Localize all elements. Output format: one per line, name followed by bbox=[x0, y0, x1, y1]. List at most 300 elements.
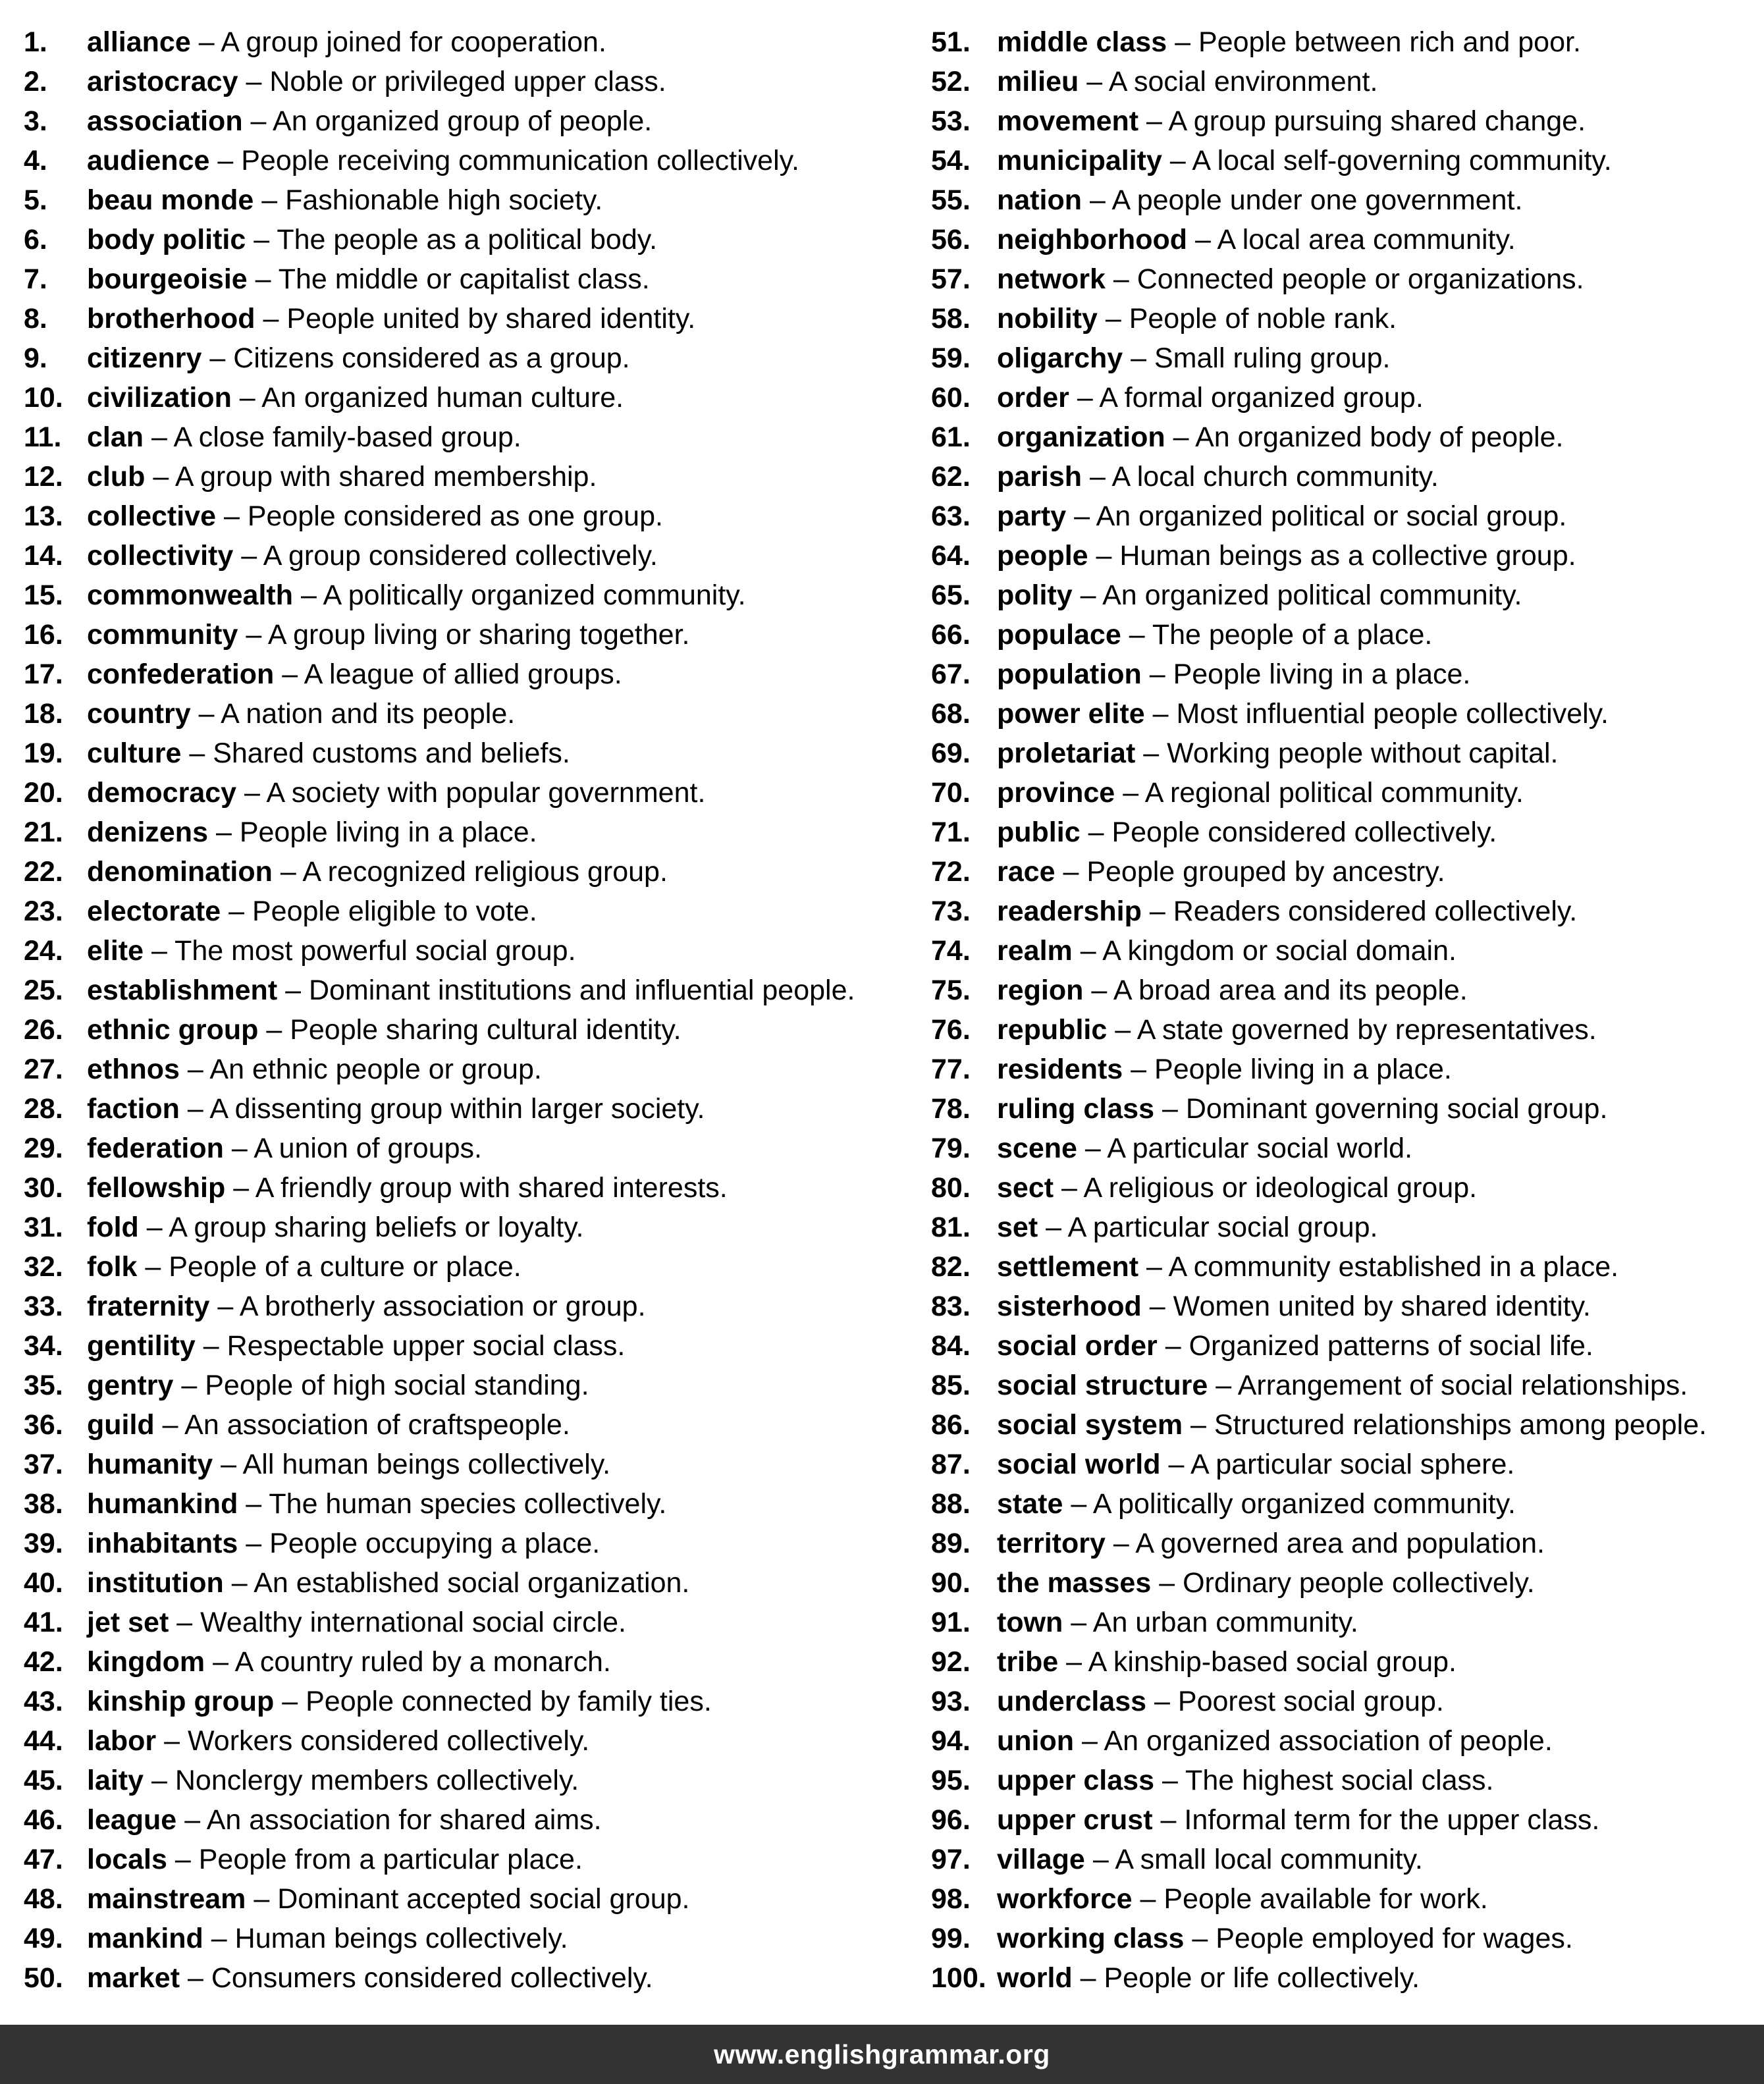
entry-term: elite bbox=[87, 935, 144, 967]
list-item bbox=[931, 1010, 1754, 1050]
entry-definition: A kingdom or social domain. bbox=[1102, 935, 1457, 967]
entry-term: network bbox=[997, 263, 1106, 295]
entry-number: 53. bbox=[931, 105, 971, 137]
entry-number: 86. bbox=[931, 1409, 971, 1441]
entry-number: 45. bbox=[24, 1765, 63, 1796]
entry-definition: People living in a place. bbox=[1173, 658, 1471, 690]
entry-number: 49. bbox=[24, 1923, 63, 1954]
list-item bbox=[24, 1326, 906, 1366]
entry-number: 46. bbox=[24, 1804, 63, 1836]
list-item bbox=[24, 971, 906, 1010]
entry-definition: People living in a place. bbox=[239, 816, 537, 848]
list-item bbox=[931, 1287, 1754, 1326]
entry-separator: – bbox=[266, 1014, 282, 1046]
entry-number: 38. bbox=[24, 1488, 63, 1520]
entry-definition: An urban community. bbox=[1092, 1607, 1358, 1638]
entry-number: 69. bbox=[931, 737, 971, 769]
entry-term: neighborhood bbox=[997, 224, 1187, 255]
entry-separator: – bbox=[1160, 1804, 1177, 1836]
entry-number: 83. bbox=[931, 1291, 971, 1322]
entry-definition: A group sharing beliefs or loyalty. bbox=[169, 1212, 584, 1243]
list-item bbox=[931, 1524, 1754, 1563]
entry-definition: Arrangement of social relationships. bbox=[1237, 1370, 1688, 1401]
entry-separator: – bbox=[146, 1212, 163, 1243]
entry-separator: – bbox=[203, 1330, 219, 1362]
entry-term: ruling class bbox=[997, 1093, 1154, 1125]
entry-number: 48. bbox=[24, 1883, 63, 1915]
list-item bbox=[931, 1089, 1754, 1129]
entry-number: 41. bbox=[24, 1607, 63, 1638]
entry-number: 9. bbox=[24, 342, 47, 374]
entry-term: mankind bbox=[87, 1923, 203, 1954]
list-item bbox=[24, 1287, 906, 1326]
list-item bbox=[24, 1050, 906, 1089]
entry-definition: An association for shared aims. bbox=[206, 1804, 602, 1836]
list-item bbox=[931, 457, 1754, 496]
entry-term: federation bbox=[87, 1133, 224, 1164]
entry-definition: A nation and its people. bbox=[221, 698, 516, 730]
list-item bbox=[24, 1840, 906, 1879]
entry-number: 15. bbox=[24, 579, 63, 611]
entry-term: denomination bbox=[87, 856, 273, 888]
entry-number: 7. bbox=[24, 263, 47, 295]
entry-definition: A local area community. bbox=[1217, 224, 1516, 255]
entry-number: 98. bbox=[931, 1883, 971, 1915]
list-item bbox=[24, 655, 906, 694]
list-item bbox=[24, 378, 906, 417]
entry-term: union bbox=[997, 1725, 1075, 1757]
entry-definition: The people as a political body. bbox=[277, 224, 658, 255]
entry-definition: A state governed by representatives. bbox=[1136, 1014, 1597, 1046]
entry-number: 60. bbox=[931, 382, 971, 414]
entry-definition: People living in a place. bbox=[1154, 1054, 1452, 1085]
entry-term: municipality bbox=[997, 145, 1162, 176]
entry-definition: A group pursuing shared change. bbox=[1168, 105, 1586, 137]
entry-definition: Respectable upper social class. bbox=[227, 1330, 626, 1362]
entry-number: 16. bbox=[24, 619, 63, 651]
entry-number: 6. bbox=[24, 224, 47, 255]
list-item bbox=[931, 378, 1754, 417]
entry-definition: A close family-based group. bbox=[173, 421, 521, 453]
entry-separator: – bbox=[1089, 184, 1106, 216]
entry-term: locals bbox=[87, 1844, 167, 1875]
entry-number: 56. bbox=[931, 224, 971, 255]
entry-definition: Ordinary people collectively. bbox=[1183, 1567, 1535, 1599]
entry-separator: – bbox=[1123, 777, 1139, 809]
entry-number: 51. bbox=[931, 26, 971, 58]
entry-number: 20. bbox=[24, 777, 63, 809]
entry-term: ethnic group bbox=[87, 1014, 259, 1046]
entry-separator: – bbox=[162, 1409, 178, 1441]
entry-definition: An organized group of people. bbox=[273, 105, 653, 137]
entry-definition: People grouped by ancestry. bbox=[1086, 856, 1445, 888]
entry-separator: – bbox=[250, 105, 267, 137]
list-item bbox=[931, 338, 1754, 378]
entry-definition: Noble or privileged upper class. bbox=[269, 66, 666, 97]
list-item bbox=[24, 1761, 906, 1800]
entry-term: public bbox=[997, 816, 1081, 848]
entry-separator: – bbox=[1162, 1093, 1178, 1125]
entry-term: social system bbox=[997, 1409, 1183, 1441]
entry-definition: Dominant institutions and influential people. bbox=[308, 975, 855, 1006]
entry-definition: Most influential people collectively. bbox=[1176, 698, 1609, 730]
entry-number: 75. bbox=[931, 975, 971, 1006]
entry-term: civilization bbox=[87, 382, 232, 414]
entry-term: scene bbox=[997, 1133, 1077, 1164]
entry-definition: A social environment. bbox=[1108, 66, 1378, 97]
list-item bbox=[931, 141, 1754, 180]
entry-number: 63. bbox=[931, 500, 971, 532]
entry-separator: – bbox=[187, 1962, 203, 1994]
entry-separator: – bbox=[233, 1172, 250, 1204]
entry-separator: – bbox=[1088, 816, 1104, 848]
list-item bbox=[931, 1721, 1754, 1761]
list-item bbox=[24, 892, 906, 931]
entry-definition: A particular social world. bbox=[1107, 1133, 1413, 1164]
entry-number: 72. bbox=[931, 856, 971, 888]
entry-term: parish bbox=[997, 461, 1082, 493]
entry-term: people bbox=[997, 540, 1088, 572]
entry-separator: – bbox=[1046, 1212, 1062, 1243]
list-item bbox=[24, 536, 906, 575]
entry-separator: – bbox=[1061, 1172, 1077, 1204]
entry-definition: Connected people or organizations. bbox=[1136, 263, 1584, 295]
entry-number: 68. bbox=[931, 698, 971, 730]
list-item bbox=[931, 1484, 1754, 1524]
entry-number: 59. bbox=[931, 342, 971, 374]
entry-separator: – bbox=[174, 1844, 191, 1875]
entry-separator: – bbox=[261, 184, 278, 216]
entry-term: organization bbox=[997, 421, 1165, 453]
list-item bbox=[24, 22, 906, 62]
entry-term: alliance bbox=[87, 26, 191, 58]
entry-separator: – bbox=[1152, 698, 1169, 730]
entry-term: region bbox=[997, 975, 1084, 1006]
entry-definition: The middle or capitalist class. bbox=[278, 263, 650, 295]
entry-separator: – bbox=[1091, 975, 1108, 1006]
entry-definition: A group joined for cooperation. bbox=[221, 26, 606, 58]
entry-term: labor bbox=[87, 1725, 157, 1757]
list-item bbox=[931, 1603, 1754, 1642]
entry-term: movement bbox=[997, 105, 1139, 137]
entry-term: the masses bbox=[997, 1567, 1152, 1599]
entry-definition: The human species collectively. bbox=[269, 1488, 667, 1520]
entry-number: 50. bbox=[24, 1962, 63, 1994]
list-item bbox=[931, 1642, 1754, 1682]
list-item bbox=[24, 101, 906, 141]
list-item bbox=[931, 1919, 1754, 1958]
entry-separator: – bbox=[1071, 1488, 1087, 1520]
entry-separator: – bbox=[213, 1646, 229, 1678]
list-item bbox=[24, 1129, 906, 1168]
entry-term: fraternity bbox=[87, 1291, 210, 1322]
entry-separator: – bbox=[282, 658, 298, 690]
list-item bbox=[931, 536, 1754, 575]
list-item bbox=[931, 1879, 1754, 1919]
entry-number: 71. bbox=[931, 816, 971, 848]
entry-definition: People united by shared identity. bbox=[286, 303, 696, 334]
entry-term: nation bbox=[997, 184, 1082, 216]
entry-term: realm bbox=[997, 935, 1073, 967]
entry-number: 64. bbox=[931, 540, 971, 572]
list-item bbox=[24, 1168, 906, 1208]
entry-separator: – bbox=[1080, 579, 1096, 611]
entry-definition: Consumers considered collectively. bbox=[211, 1962, 653, 1994]
entry-term: brotherhood bbox=[87, 303, 255, 334]
entry-term: sect bbox=[997, 1172, 1054, 1204]
entry-number: 90. bbox=[931, 1567, 971, 1599]
entry-term: electorate bbox=[87, 895, 221, 927]
entry-separator: – bbox=[187, 1054, 203, 1085]
entry-separator: – bbox=[153, 461, 169, 493]
entry-definition: People eligible to vote. bbox=[252, 895, 537, 927]
entry-number: 100. bbox=[931, 1962, 986, 1994]
entry-separator: – bbox=[1071, 1607, 1087, 1638]
entry-separator: – bbox=[280, 856, 296, 888]
entry-number: 31. bbox=[24, 1212, 63, 1243]
entry-definition: A country ruled by a monarch. bbox=[234, 1646, 611, 1678]
entry-definition: People considered collectively. bbox=[1111, 816, 1497, 848]
entry-number: 66. bbox=[931, 619, 971, 651]
list-item bbox=[24, 180, 906, 220]
list-item bbox=[24, 1445, 906, 1484]
entry-separator: – bbox=[246, 1528, 262, 1559]
entry-definition: The most powerful social group. bbox=[174, 935, 576, 967]
entry-definition: People receiving communication collectively. bbox=[241, 145, 799, 176]
entry-definition: A politically organized community. bbox=[323, 579, 746, 611]
entry-number: 40. bbox=[24, 1567, 63, 1599]
entry-definition: People between rich and poor. bbox=[1198, 26, 1581, 58]
entry-term: gentry bbox=[87, 1370, 174, 1401]
entry-definition: A brotherly association or group. bbox=[239, 1291, 646, 1322]
entry-number: 87. bbox=[931, 1449, 971, 1480]
list-item bbox=[931, 813, 1754, 852]
entry-definition: An ethnic people or group. bbox=[209, 1054, 542, 1085]
entry-definition: A group living or sharing together. bbox=[267, 619, 690, 651]
list-item bbox=[931, 1800, 1754, 1840]
entry-definition: Citizens considered as a group. bbox=[233, 342, 630, 374]
list-item bbox=[24, 1366, 906, 1405]
entry-definition: Structured relationships among people. bbox=[1214, 1409, 1707, 1441]
entry-number: 84. bbox=[931, 1330, 971, 1362]
entry-number: 35. bbox=[24, 1370, 63, 1401]
entry-number: 17. bbox=[24, 658, 63, 690]
entry-definition: A particular social sphere. bbox=[1190, 1449, 1515, 1480]
entry-number: 8. bbox=[24, 303, 47, 334]
entry-definition: People sharing cultural identity. bbox=[290, 1014, 682, 1046]
entry-separator: – bbox=[1146, 105, 1162, 137]
entry-definition: Human beings as a collective group. bbox=[1119, 540, 1576, 572]
entry-term: collective bbox=[87, 500, 216, 532]
entry-number: 96. bbox=[931, 1804, 971, 1836]
entry-number: 80. bbox=[931, 1172, 971, 1204]
entry-separator: – bbox=[221, 1449, 237, 1480]
entry-number: 26. bbox=[24, 1014, 63, 1046]
entry-number: 11. bbox=[24, 421, 62, 453]
entry-definition: Dominant accepted social group. bbox=[277, 1883, 690, 1915]
word-list-left-column bbox=[24, 22, 906, 1998]
list-item bbox=[931, 1682, 1754, 1721]
list-item bbox=[24, 141, 906, 180]
entry-term: culture bbox=[87, 737, 182, 769]
entry-definition: An organized body of people. bbox=[1195, 421, 1564, 453]
entry-definition: Readers considered collectively. bbox=[1173, 895, 1578, 927]
list-item bbox=[24, 931, 906, 971]
entry-definition: People of a culture or place. bbox=[169, 1251, 521, 1283]
entry-separator: – bbox=[187, 1093, 203, 1125]
entry-separator: – bbox=[1096, 540, 1112, 572]
entry-definition: Informal term for the upper class. bbox=[1184, 1804, 1600, 1836]
entry-definition: Shared customs and beliefs. bbox=[213, 737, 570, 769]
entry-number: 78. bbox=[931, 1093, 971, 1125]
entry-separator: – bbox=[1129, 619, 1145, 651]
list-item bbox=[24, 259, 906, 299]
entry-term: fold bbox=[87, 1212, 139, 1243]
entry-term: order bbox=[997, 382, 1069, 414]
entry-number: 30. bbox=[24, 1172, 63, 1204]
entry-separator: – bbox=[1131, 342, 1147, 374]
entry-definition: A particular social group. bbox=[1067, 1212, 1378, 1243]
entry-separator: – bbox=[1074, 500, 1090, 532]
list-item bbox=[931, 1958, 1754, 1998]
word-list-right-column bbox=[931, 22, 1754, 1998]
entry-separator: – bbox=[223, 500, 240, 532]
entry-number: 36. bbox=[24, 1409, 63, 1441]
entry-number: 58. bbox=[931, 303, 971, 334]
entry-definition: An organized political community. bbox=[1102, 579, 1522, 611]
entry-term: social world bbox=[997, 1449, 1161, 1480]
entry-separator: – bbox=[1066, 1646, 1082, 1678]
entry-number: 44. bbox=[24, 1725, 63, 1757]
entry-number: 22. bbox=[24, 856, 63, 888]
entry-separator: – bbox=[151, 935, 167, 967]
entry-term: laity bbox=[87, 1765, 144, 1796]
entry-separator: – bbox=[231, 1567, 248, 1599]
entry-term: upper crust bbox=[997, 1804, 1153, 1836]
entry-separator: – bbox=[1169, 145, 1186, 176]
entry-separator: – bbox=[176, 1607, 193, 1638]
list-item bbox=[931, 1208, 1754, 1247]
entry-separator: – bbox=[1063, 856, 1079, 888]
entry-separator: – bbox=[217, 145, 234, 176]
entry-separator: – bbox=[1165, 1330, 1181, 1362]
entry-definition: A people under one government. bbox=[1111, 184, 1523, 216]
entry-term: settlement bbox=[997, 1251, 1139, 1283]
entry-definition: A local self-governing community. bbox=[1192, 145, 1612, 176]
entry-separator: – bbox=[255, 263, 271, 295]
list-item bbox=[24, 1642, 906, 1682]
entry-definition: Fashionable high society. bbox=[285, 184, 603, 216]
entry-definition: Wealthy international social circle. bbox=[200, 1607, 626, 1638]
entry-number: 77. bbox=[931, 1054, 971, 1085]
entry-number: 13. bbox=[24, 500, 63, 532]
entry-term: humankind bbox=[87, 1488, 238, 1520]
entry-separator: – bbox=[1149, 658, 1165, 690]
list-item bbox=[24, 457, 906, 496]
list-item bbox=[931, 1129, 1754, 1168]
entry-definition: An organized political or social group. bbox=[1096, 500, 1567, 532]
entry-number: 18. bbox=[24, 698, 63, 730]
entry-definition: A governed area and population. bbox=[1135, 1528, 1545, 1559]
entry-term: jet set bbox=[87, 1607, 169, 1638]
list-item bbox=[931, 62, 1754, 101]
entry-term: faction bbox=[87, 1093, 180, 1125]
entry-term: institution bbox=[87, 1567, 224, 1599]
entry-number: 67. bbox=[931, 658, 971, 690]
entry-term: confederation bbox=[87, 658, 275, 690]
entry-term: readership bbox=[997, 895, 1142, 927]
entry-separator: – bbox=[1113, 1528, 1129, 1559]
entry-term: republic bbox=[997, 1014, 1108, 1046]
entry-term: fellowship bbox=[87, 1172, 226, 1204]
entry-definition: A league of allied groups. bbox=[304, 658, 622, 690]
entry-term: territory bbox=[997, 1528, 1106, 1559]
entry-term: workforce bbox=[997, 1883, 1133, 1915]
list-item bbox=[931, 694, 1754, 734]
entry-definition: People or life collectively. bbox=[1104, 1962, 1420, 1994]
entry-definition: A politically organized community. bbox=[1092, 1488, 1516, 1520]
entry-number: 14. bbox=[24, 540, 63, 572]
entry-separator: – bbox=[263, 303, 279, 334]
list-item bbox=[931, 1405, 1754, 1445]
list-item bbox=[24, 852, 906, 892]
entry-separator: – bbox=[181, 1370, 198, 1401]
entry-separator: – bbox=[151, 421, 167, 453]
entry-number: 25. bbox=[24, 975, 63, 1006]
entry-number: 81. bbox=[931, 1212, 971, 1243]
entry-separator: – bbox=[239, 382, 255, 414]
entry-separator: – bbox=[1081, 1725, 1098, 1757]
entry-term: milieu bbox=[997, 66, 1079, 97]
entry-number: 54. bbox=[931, 145, 971, 176]
entry-definition: An organized human culture. bbox=[261, 382, 624, 414]
entry-definition: An association of craftspeople. bbox=[184, 1409, 570, 1441]
entry-term: nobility bbox=[997, 303, 1098, 334]
entry-separator: – bbox=[300, 579, 317, 611]
entry-term: mainstream bbox=[87, 1883, 246, 1915]
entry-number: 4. bbox=[24, 145, 47, 176]
entry-definition: Poorest social group. bbox=[1177, 1686, 1444, 1717]
list-item bbox=[931, 892, 1754, 931]
list-item bbox=[931, 931, 1754, 971]
entry-number: 33. bbox=[24, 1291, 63, 1322]
entry-term: population bbox=[997, 658, 1142, 690]
entry-number: 3. bbox=[24, 105, 47, 137]
entry-definition: All human beings collectively. bbox=[242, 1449, 611, 1480]
entry-number: 65. bbox=[931, 579, 971, 611]
entry-definition: The people of a place. bbox=[1152, 619, 1433, 651]
entry-definition: An established social organization. bbox=[254, 1567, 690, 1599]
entry-number: 34. bbox=[24, 1330, 63, 1362]
list-item bbox=[931, 180, 1754, 220]
entry-term: town bbox=[997, 1607, 1063, 1638]
entry-term: humanity bbox=[87, 1449, 213, 1480]
entry-number: 92. bbox=[931, 1646, 971, 1678]
entry-definition: A union of groups. bbox=[254, 1133, 482, 1164]
entry-number: 62. bbox=[931, 461, 971, 493]
entry-number: 43. bbox=[24, 1686, 63, 1717]
entry-number: 95. bbox=[931, 1765, 971, 1796]
list-item bbox=[931, 496, 1754, 536]
entry-definition: Dominant governing social group. bbox=[1185, 1093, 1608, 1125]
list-item bbox=[931, 1168, 1754, 1208]
list-item bbox=[24, 1563, 906, 1603]
entry-separator: – bbox=[1143, 737, 1160, 769]
entry-definition: Organized patterns of social life. bbox=[1189, 1330, 1593, 1362]
entry-number: 70. bbox=[931, 777, 971, 809]
list-item bbox=[931, 1445, 1754, 1484]
entry-number: 28. bbox=[24, 1093, 63, 1125]
